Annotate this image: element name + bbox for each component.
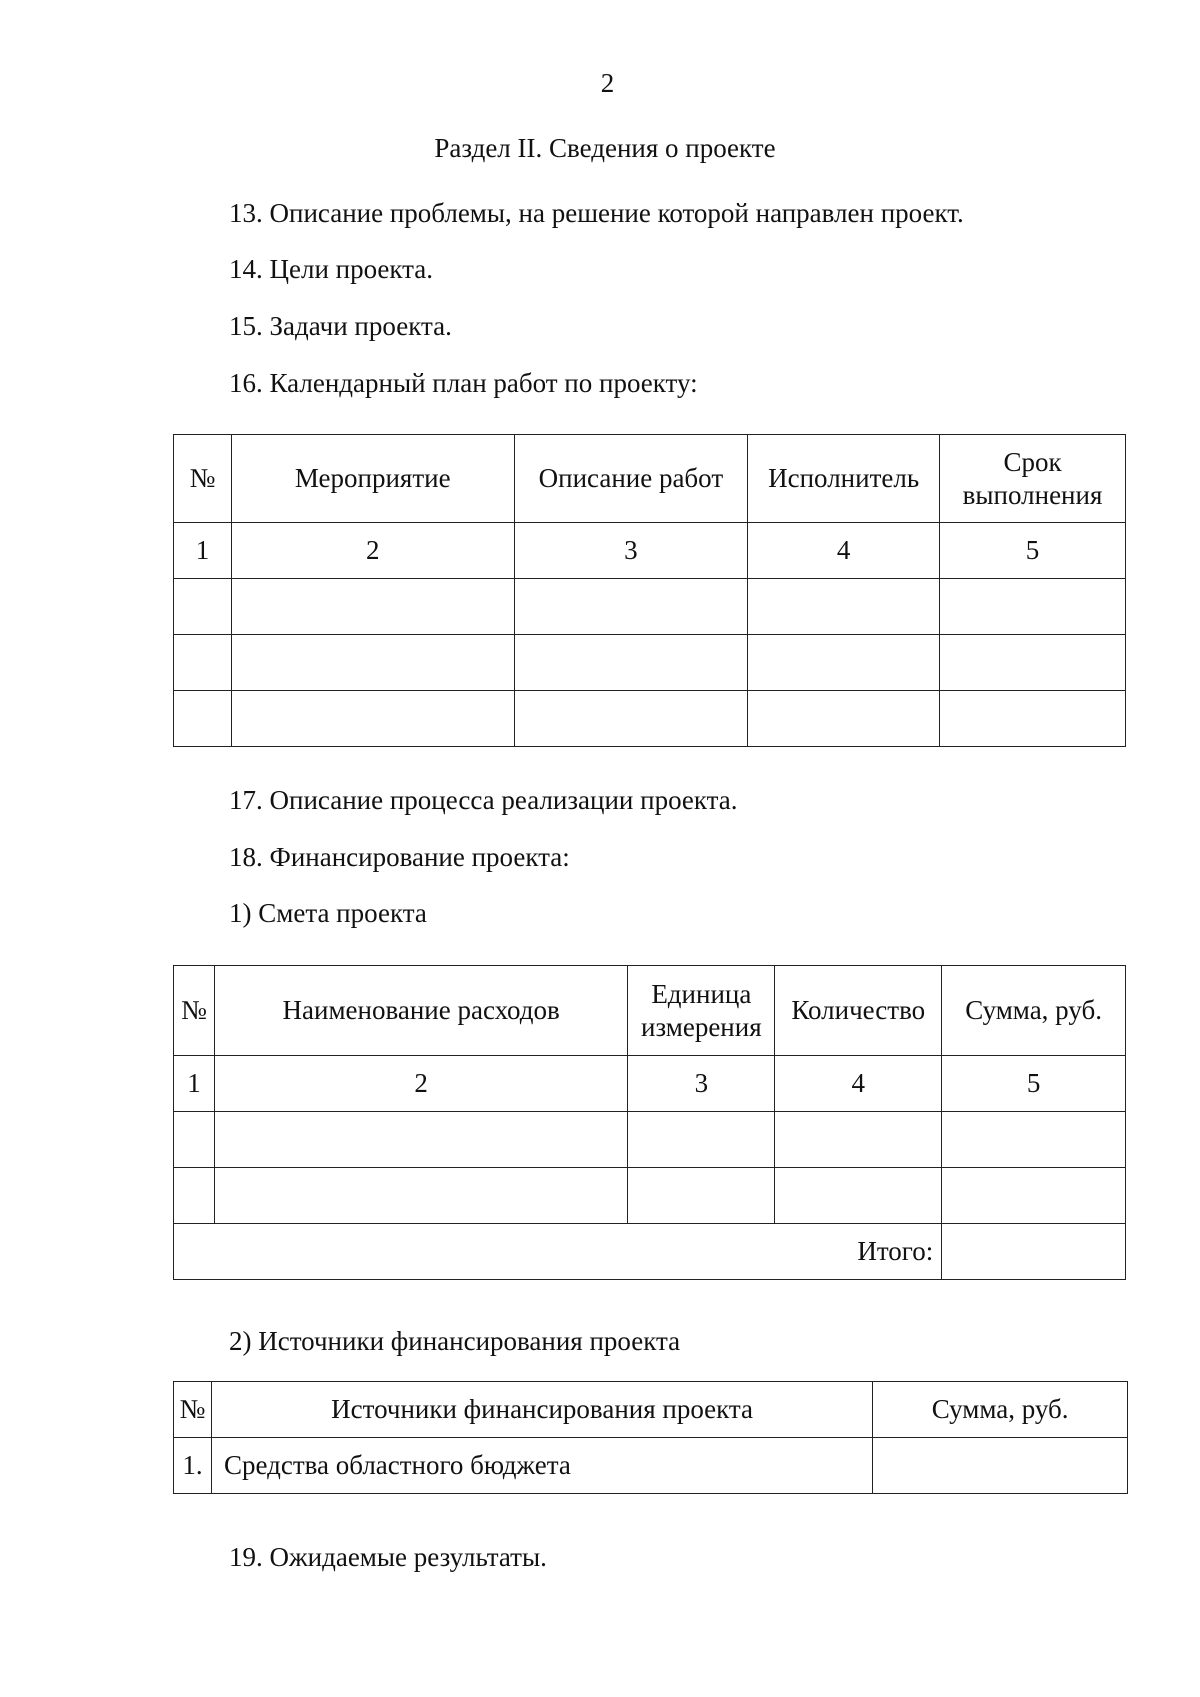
empty-cell (748, 635, 940, 691)
header-cell-deadline: Срок выполнения (940, 435, 1126, 523)
estimate-table (173, 965, 1126, 1280)
total-label: Итого: (174, 1224, 942, 1280)
table-row (174, 635, 1126, 691)
column-number: 2 (231, 523, 514, 579)
empty-cell (174, 1168, 215, 1224)
empty-cell (231, 635, 514, 691)
empty-cell (940, 635, 1126, 691)
header-cell-number: № (174, 435, 232, 523)
empty-cell (628, 1112, 775, 1168)
header-cell-unit: Единица измерения (628, 966, 775, 1056)
empty-cell (214, 1168, 627, 1224)
column-number: 1 (174, 523, 232, 579)
empty-cell (940, 691, 1126, 747)
empty-cell (514, 691, 748, 747)
header-cell-number: № (174, 1382, 212, 1438)
empty-cell (174, 691, 232, 747)
empty-cell (174, 579, 232, 635)
item-13: 13. Описание проблемы, на решение которой направлен проект. (229, 198, 964, 228)
page-number: 2 (600, 68, 615, 98)
empty-cell (174, 635, 232, 691)
item-18-2: 2) Источники финансирования проекта (229, 1326, 681, 1356)
empty-cell (514, 635, 748, 691)
total-value-cell (942, 1224, 1126, 1280)
table-row (174, 1438, 1128, 1494)
column-number: 4 (748, 523, 940, 579)
header-cell-source: Источники финансирования проекта (211, 1382, 872, 1438)
empty-cell (775, 1112, 942, 1168)
column-number-row (174, 523, 1126, 579)
table-row (174, 691, 1126, 747)
funding-sources-table (173, 1381, 1128, 1494)
source-sum (873, 1438, 1128, 1494)
item-14: 14. Цели проекта. (229, 254, 434, 284)
table-header-row (174, 435, 1126, 523)
empty-cell (231, 579, 514, 635)
section-title: Раздел II. Сведения о проекте (434, 133, 776, 163)
header-cell-activity: Мероприятие (231, 435, 514, 523)
table-row (174, 1112, 1126, 1168)
item-19: 19. Ожидаемые результаты. (229, 1542, 547, 1572)
table-header-row (174, 1382, 1128, 1438)
column-number: 5 (942, 1056, 1126, 1112)
header-cell-executor: Исполнитель (748, 435, 940, 523)
table-row (174, 579, 1126, 635)
empty-cell (628, 1168, 775, 1224)
empty-cell (775, 1168, 942, 1224)
column-number: 2 (214, 1056, 627, 1112)
item-17: 17. Описание процесса реализации проекта. (229, 785, 738, 815)
empty-cell (942, 1112, 1126, 1168)
empty-cell (214, 1112, 627, 1168)
total-row (174, 1224, 1126, 1280)
empty-cell (514, 579, 748, 635)
header-cell-quantity: Количество (775, 966, 942, 1056)
empty-cell (748, 579, 940, 635)
source-name: Средства областного бюджета (211, 1438, 872, 1494)
table-header-row (174, 966, 1126, 1056)
header-cell-sum: Сумма, руб. (873, 1382, 1128, 1438)
header-cell-work-description: Описание работ (514, 435, 748, 523)
header-cell-expense-name: Наименование расходов (214, 966, 627, 1056)
item-16: 16. Календарный план работ по проекту: (229, 368, 698, 398)
item-18-1: 1) Смета проекта (229, 898, 427, 928)
empty-cell (174, 1112, 215, 1168)
column-number: 3 (628, 1056, 775, 1112)
empty-cell (231, 691, 514, 747)
empty-cell (748, 691, 940, 747)
item-18: 18. Финансирование проекта: (229, 842, 570, 872)
column-number: 1 (174, 1056, 215, 1112)
table-row (174, 1168, 1126, 1224)
empty-cell (940, 579, 1126, 635)
calendar-plan-table (173, 434, 1126, 747)
row-number: 1. (174, 1438, 212, 1494)
column-number-row (174, 1056, 1126, 1112)
column-number: 4 (775, 1056, 942, 1112)
column-number: 5 (940, 523, 1126, 579)
item-15: 15. Задачи проекта. (229, 311, 452, 341)
empty-cell (942, 1168, 1126, 1224)
header-cell-number: № (174, 966, 215, 1056)
header-cell-sum: Сумма, руб. (942, 966, 1126, 1056)
column-number: 3 (514, 523, 748, 579)
